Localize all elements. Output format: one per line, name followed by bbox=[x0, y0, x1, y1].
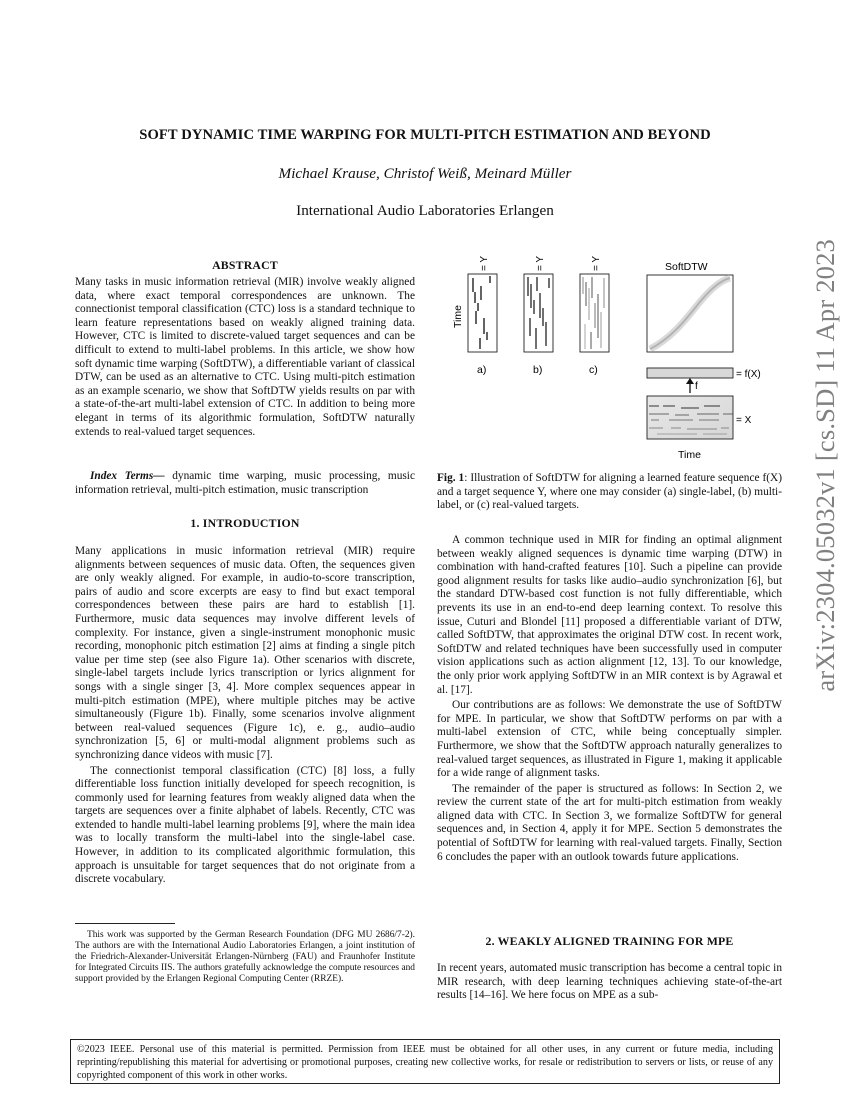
panel-b-label: b) bbox=[533, 364, 543, 376]
introduction-body bbox=[75, 545, 415, 889]
panel-c-matrix bbox=[580, 274, 609, 352]
abstract-heading: ABSTRACT bbox=[212, 258, 278, 272]
introduction-paragraph-2: The connectionist temporal classification (CTC) [8] loss, a fully differentiable loss function initially developed for speech recognition, is commonly used for learning features from weakly aligned data when the targets are sequences over a finite alphabet of labels. Recently, CTC was extended to handle multi-label learning problems [9], where the main idea was to locally transform the multi-label into the single-label case. However, in addition to its complicated algorithmic formulation, this approach is unsuitable for target sequences that do not originate from a discrete vocabulary. bbox=[75, 764, 415, 886]
right-paragraph-2: Our contributions are as follows: We demonstrate the use of SoftDTW for MPE. In particular, we show that SoftDTW performs on par with a multi-label extension of CTC, while being conceptually simpler. Furthermore, we show that the SoftDTW approach naturally generalizes to real-valued target sequences, as illustrated in Figure 1, making it applicable for a wide range of alignment tasks. bbox=[437, 699, 782, 780]
introduction-paragraph-1: Many applications in music information retrieval (MIR) require alignments between sequences of music data. Often, the sequences given are only weakly aligned. For example, in audio-to-score transcription, pairs of audio and score excerpts are easy to find but exact temporal correspondences between these pairs are hard to establish [1]. Furthermore, music data sequences may involve different levels of complexity. For instance, given a single-instrument monophonic music recording, monophonic pitch estimation [2] aims at finding a single pitch value per time step (see also Figure 1a). Other scenarios with discrete, single-label targets include lyrics transcription or lyrics alignment for songs with a single singer [3, 4]. More complex sequences appear in multi-pitch estimation (MPE), where multiple pitches may be active simultaneously (Figure 1b). Finally, some scenarios involve alignment between real-valued sequences (Figure 1c), e. g., audio–audio synchronization [5, 6] or multi-modal alignment problems such as synchronizing dance videos with music [7]. bbox=[75, 545, 415, 761]
footnote-rule bbox=[75, 923, 175, 924]
index-terms-label: Index Terms— bbox=[90, 470, 165, 482]
arxiv-identifier-text: arXiv:2304.05032v1 [cs.SD] 11 Apr 2023 bbox=[809, 238, 840, 692]
right-paragraph-3: The remainder of the paper is structured as follows: In Section 2, we review the current state of the art for multi-pitch estimation from weakly aligned data with CTC. In Section 3, we formalize SoftDTW for general sequences and, in Section 4, apply it for MPE. Section 5 demonstrates the potential of SoftDTW for learning with real-valued targets. Finally, Section 6 concludes the paper with an outlook towards future applications. bbox=[437, 782, 782, 863]
panel-c-y-label: = Y bbox=[591, 255, 602, 271]
input-spectrogram bbox=[647, 396, 733, 439]
abstract-paragraph: Many tasks in music information retrieval (MIR) involve weakly aligned data, where exact temporal correspondences are unknown. The connectionist temporal classification (CTC) loss is a standard technique to learn feature representations based on weakly aligned training data. However, CTC is limited to discrete-valued target sequences and can be difficult to extend to multi-label problems. In this article, we show how soft dynamic time warping (SoftDTW), a differentiable variant of classical DTW, can be used as an alternative to CTC. Using multi-pitch estimation as an example scenario, we show that SoftDTW yields results on par with a state-of-the-art multi-label extension of CTC. In addition to being more elegant in terms of its algorithmic formulation, SoftDTW naturally extends to real-valued target sequences. bbox=[75, 276, 415, 438]
figure-1 bbox=[437, 248, 782, 463]
panel-a-label: a) bbox=[477, 364, 487, 376]
spectrogram-time-label: Time bbox=[678, 449, 701, 461]
copyright-notice: ©2023 IEEE. Personal use of this material is permitted. Permission from IEEE must be obtained for all other uses, in any current or future media, including reprinting/republishing this material for advertising or promotional purposes, creating new collective works, for resale or redistribution to servers or lists, or reuse of any copyrighted component of this work in other works. bbox=[70, 1039, 780, 1084]
section-2-paragraph: In recent years, automated music transcription has become a central topic in MIR research, with deep learning techniques achieving state-of-the-art results [14–16]. We here focus on MPE as a sub- bbox=[437, 962, 782, 1002]
abstract-body bbox=[75, 276, 415, 441]
f-label: f bbox=[695, 381, 698, 392]
softdtw-matrix bbox=[647, 275, 733, 352]
right-paragraph-1: A common technique used in MIR for finding an optimal alignment between weakly aligned sequences is dynamic time warping (DTW) in combination with hand-crafted features [10]. Such a pipeline can provide good alignment results for tasks like audio–audio synchronization [6], but the standard DTW-based cost function is not fully differentiable, which prevents its use in an end-to-end deep learning context. To resolve this issue, Cuturi and Blondel [11] proposed a differentiable variant of DTW, called SoftDTW, that approximates the original DTW cost. In recent work, SoftDTW and related techniques have been successfully used in computer vision applications such as action alignment [12, 13]. To our knowledge, the only prior work applying SoftDTW in an MIR context is by Agrawal et al. [17]. bbox=[437, 534, 782, 696]
feature-sequence-bar bbox=[647, 368, 733, 378]
introduction-heading: 1. INTRODUCTION bbox=[190, 516, 300, 530]
softdtw-label: SoftDTW bbox=[665, 261, 708, 273]
paper-title: SOFT DYNAMIC TIME WARPING FOR MULTI-PITCH ESTIMATION AND BEYOND bbox=[139, 127, 711, 143]
time-axis-label: Time bbox=[452, 305, 464, 328]
right-column-body bbox=[437, 534, 782, 866]
caption-label: Fig. 1 bbox=[437, 472, 465, 484]
arrow-icon bbox=[686, 378, 694, 393]
paper-authors: Michael Krause, Christof Weiß, Meinard Müller bbox=[278, 165, 572, 182]
panel-a-y-label: = Y bbox=[479, 255, 490, 271]
figure-1-graphic bbox=[437, 248, 782, 463]
caption-text: : Illustration of SoftDTW for aligning a learned feature sequence f(X) and a target sequence Y, where one may consider (a) single-label, (b) multi-label, or (c) real-valued targets. bbox=[437, 472, 782, 512]
panel-a-matrix bbox=[468, 274, 497, 352]
figure-1-caption bbox=[437, 472, 782, 513]
section-2-body bbox=[437, 962, 782, 1005]
fx-label: = f(X) bbox=[736, 369, 761, 380]
panel-b-y-label: = Y bbox=[535, 255, 546, 271]
index-terms-text: dynamic time warping, music processing, music information retrieval, multi-pitch estimation, music transcription bbox=[75, 470, 415, 496]
index-terms bbox=[75, 470, 415, 499]
x-label: = X bbox=[736, 415, 752, 426]
paper-affiliation: International Audio Laboratories Erlangen bbox=[296, 202, 554, 219]
section-2-heading: 2. WEAKLY ALIGNED TRAINING FOR MPE bbox=[485, 934, 734, 948]
footnote-text: This work was supported by the German Research Foundation (DFG MU 2686/7-2). The authors are with the International Audio Laboratories Erlangen, a joint institution of the Friedrich-Alexander-Universität Erlangen-Nürnberg (FAU) and Fraunhofer Institute for Integrated Circuits IIS. The authors gratefully acknowledge the compute resources and support provided by the Erlangen Regional Computing Center (RRZE). bbox=[75, 930, 415, 985]
arxiv-identifier bbox=[805, 230, 845, 700]
panel-c-label: c) bbox=[589, 364, 598, 376]
index-terms-paragraph bbox=[75, 470, 415, 497]
panel-b-matrix bbox=[524, 274, 553, 352]
footnote bbox=[75, 930, 415, 985]
